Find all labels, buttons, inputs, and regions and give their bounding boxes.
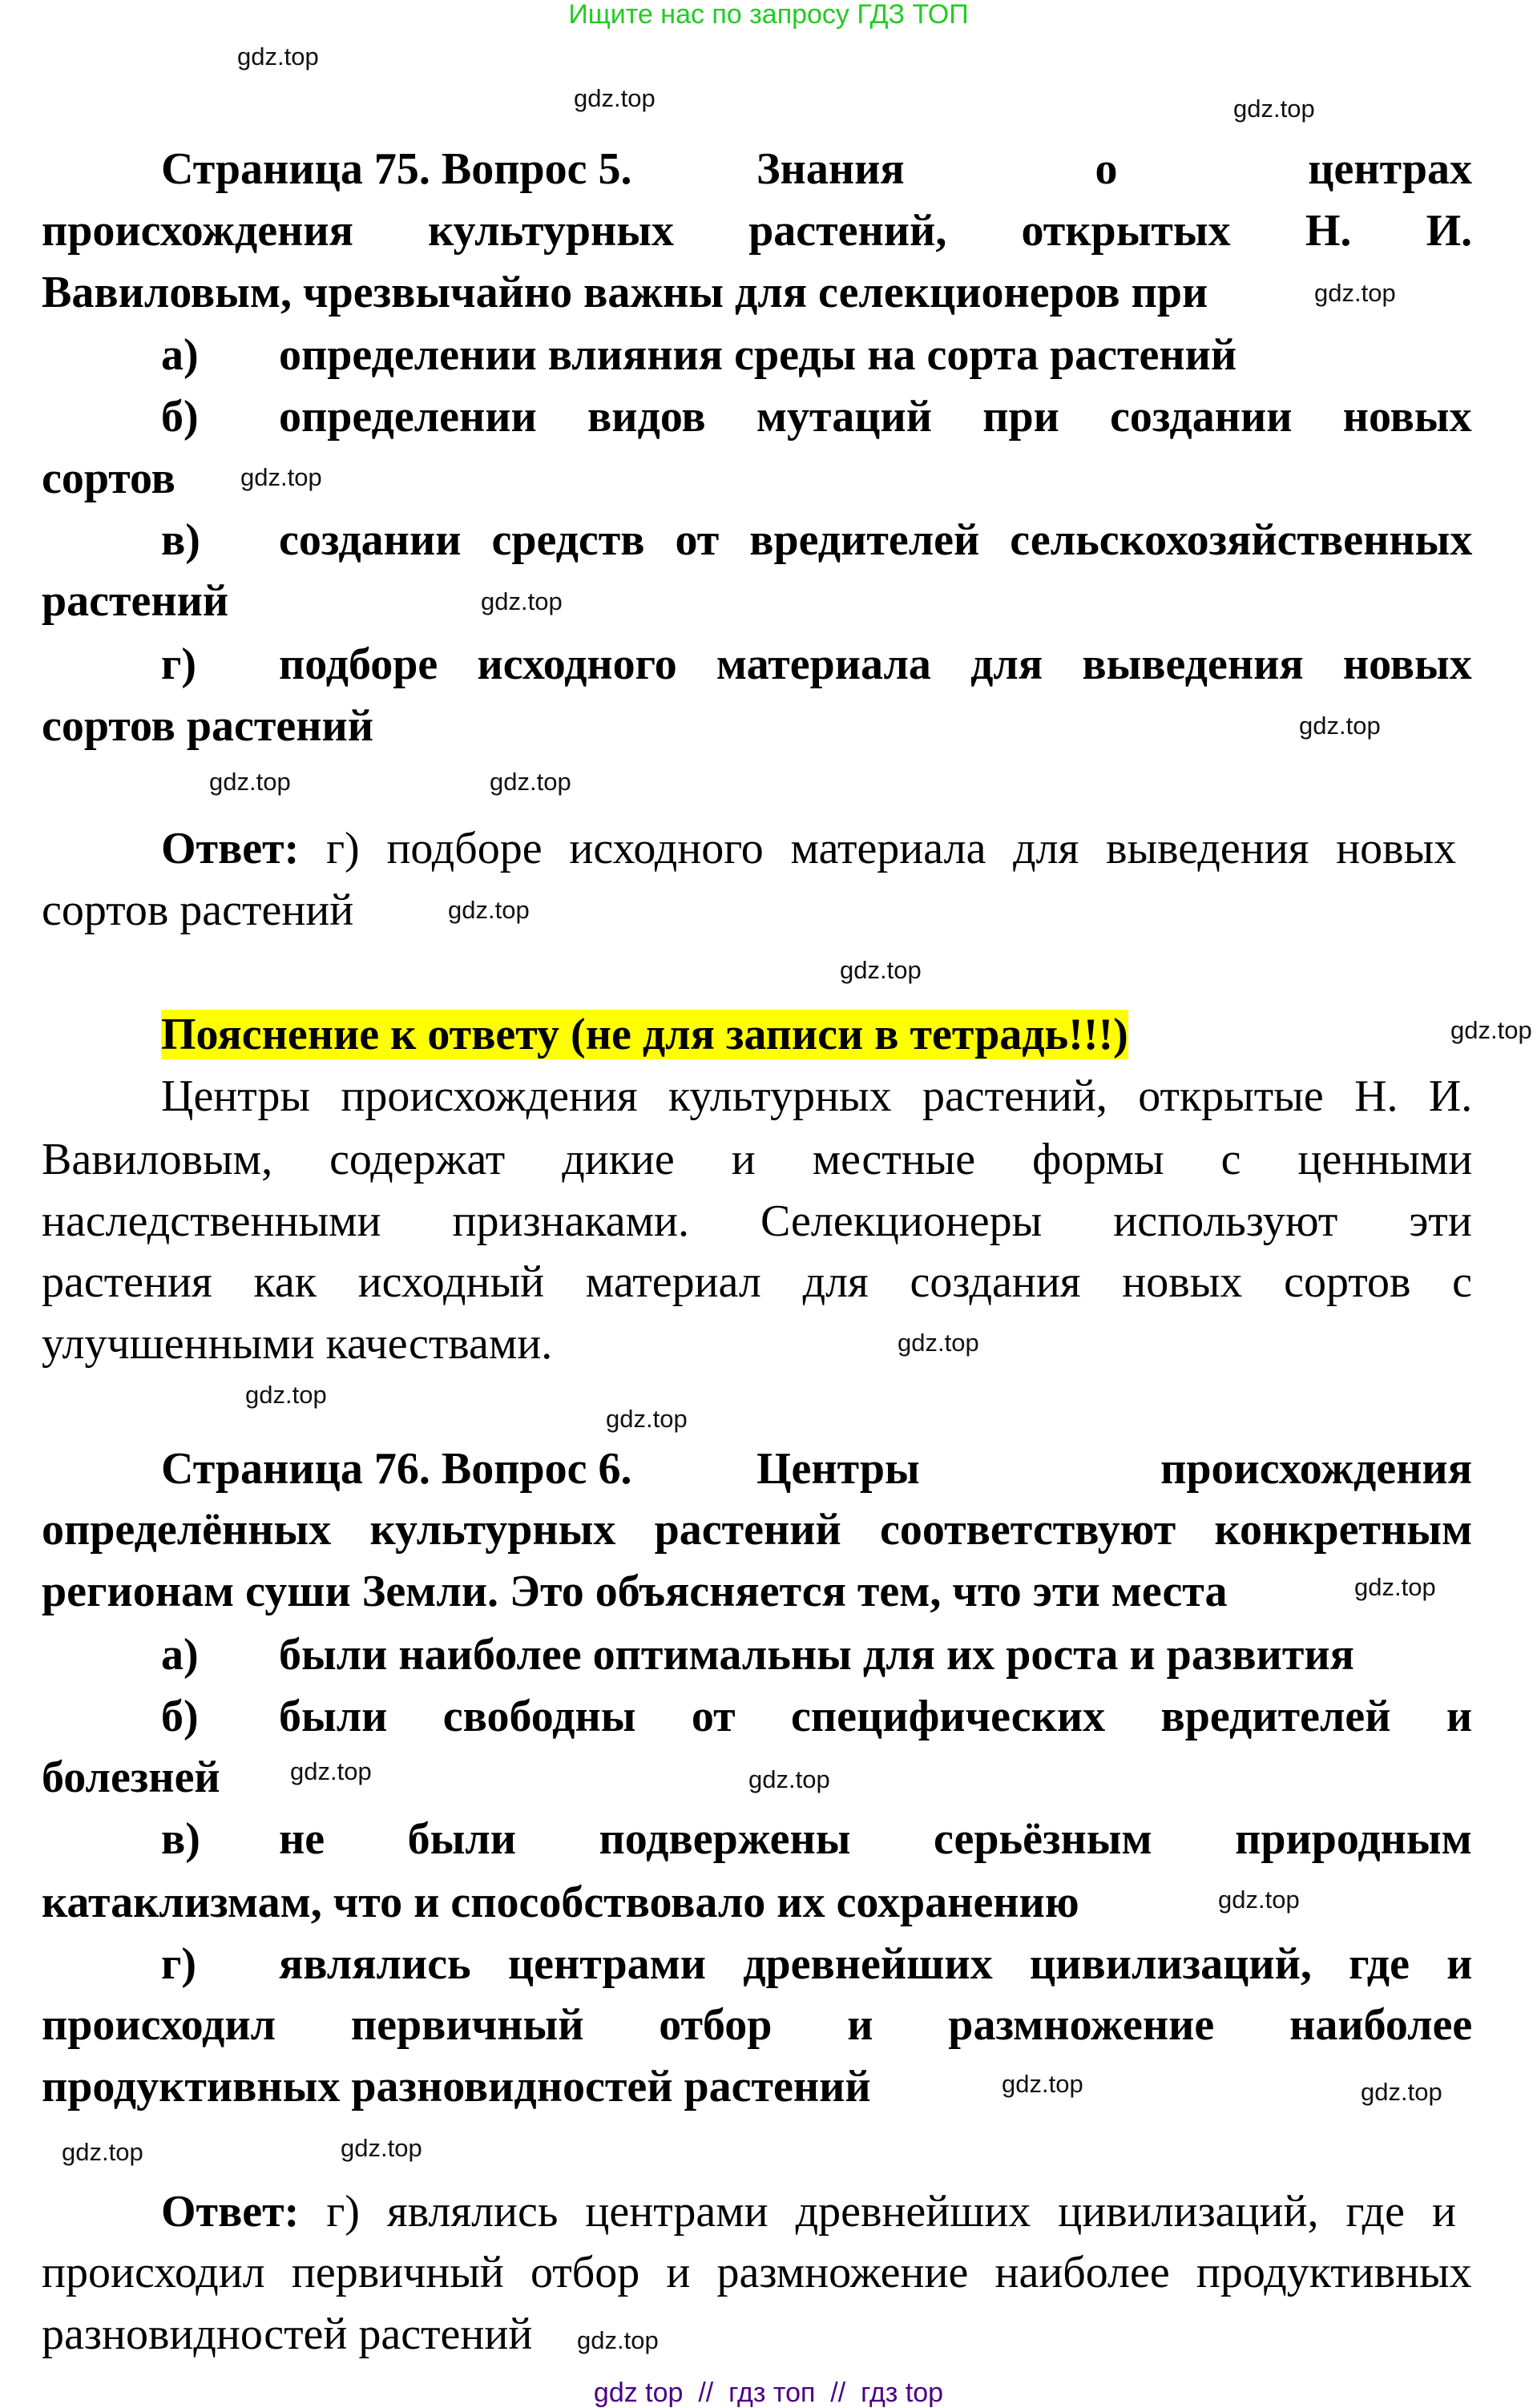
answer-text: г) являлись центрами древнейших цивилизаций, где и: [326, 2187, 1456, 2237]
explanation-line: Центры происхождения культурных растений, открытые Н. И.: [161, 1071, 1473, 1121]
q5-heading-word: о: [1095, 144, 1118, 194]
watermark: gdz.top: [245, 1381, 327, 1409]
q5-option-d-text-cont: сортов растений: [42, 701, 374, 751]
watermark: gdz.top: [574, 84, 656, 112]
q5-option-d-label: г): [161, 639, 197, 689]
search-banner: Ищите нас по запросу ГДЗ ТОП: [568, 0, 969, 30]
q5-heading: [161, 139, 1472, 200]
watermark: gdz.top: [1450, 1016, 1532, 1044]
q6-heading: [161, 1438, 1472, 1500]
q6-option-d-text: являлись центрами древнейших цивилизаций, где и: [279, 1939, 1473, 1989]
q6-heading-word: происхождения: [1160, 1444, 1472, 1494]
q5-option-d-text: подборе исходного материала для выведения новых: [279, 639, 1472, 689]
watermark: gdz.top: [577, 2326, 659, 2354]
watermark: gdz.top: [62, 2138, 143, 2166]
q5-option-c-text-cont: растений: [42, 576, 229, 626]
watermark: gdz.top: [1299, 712, 1381, 740]
q6-page-number: Страница 76. Вопрос 6.: [161, 1444, 632, 1494]
q5-answer: [161, 818, 1472, 880]
watermark: gdz.top: [490, 768, 571, 796]
q6-option-b-label: б): [161, 1692, 199, 1741]
q5-option-b-text-cont: сортов: [42, 454, 175, 503]
answer-text: г) подборе исходного материала для выведения новых: [326, 824, 1457, 873]
watermark: gdz.top: [840, 956, 922, 984]
watermark: gdz.top: [481, 587, 563, 615]
q6-option-b-text-cont: болезней: [42, 1753, 220, 1802]
q6-answer-cont: происходил первичный отбор и размножение наиболее продуктивных: [42, 2248, 1472, 2297]
watermark: gdz.top: [1218, 1886, 1300, 1914]
q6-option-b-text: были свободны от специфических вредителей и: [279, 1692, 1473, 1741]
q6-option-c-text-cont: катаклизмам, что и способствовало их сохранению: [42, 1878, 1079, 1927]
explanation-line: Вавиловым, содержат дикие и местные формы с ценными: [42, 1135, 1473, 1184]
q6-option-c-label: в): [161, 1814, 200, 1864]
q6-option-a-label: а): [161, 1630, 199, 1680]
q6-question-line: определённых культурных растений соответствуют конкретным: [42, 1505, 1473, 1555]
explanation-heading: Пояснение к ответу (не для записи в тетрадь!!!): [161, 1010, 1128, 1059]
q5-page-number: Страница 75. Вопрос 5.: [161, 144, 632, 194]
q5-option-b-text: определении видов мутаций при создании новых: [279, 392, 1472, 442]
watermark: gdz.top: [606, 1405, 688, 1433]
watermark: gdz.top: [209, 768, 291, 796]
q6-option-d-label: г): [161, 1939, 197, 1989]
q5-question-line: происхождения культурных растений, открытых Н. И.: [42, 206, 1473, 256]
q5-heading-word: центрах: [1308, 144, 1472, 194]
explanation-line: растения как исходный материал для создания новых сортов с: [42, 1257, 1472, 1307]
watermark: gdz.top: [1314, 279, 1396, 307]
q5-answer-cont: сортов растений: [42, 885, 354, 935]
footer-links[interactable]: gdz top // гдз топ // гдз top: [593, 2378, 944, 2408]
q6-option-c-text: не были подвержены серьёзным природным: [279, 1814, 1472, 1864]
watermark: gdz.top: [1002, 2070, 1083, 2098]
q6-question-line: регионам суши Земли. Это объясняется тем, что эти места: [42, 1567, 1228, 1616]
q6-answer-cont: разновидностей растений: [42, 2309, 533, 2359]
q5-option-b-label: б): [161, 392, 199, 442]
q5-option-c-label: в): [161, 515, 200, 565]
watermark: gdz.top: [237, 42, 319, 71]
watermark: gdz.top: [341, 2134, 422, 2162]
watermark: gdz.top: [1361, 2078, 1442, 2106]
q6-heading-word: Центры: [756, 1444, 920, 1494]
answer-label: Ответ:: [161, 824, 300, 873]
q5-option-a-text: определении влияния среды на сорта растений: [279, 330, 1237, 380]
watermark: gdz.top: [1354, 1573, 1436, 1601]
watermark: gdz.top: [240, 463, 322, 491]
explanation-line: наследственными признаками. Селекционеры используют эти: [42, 1196, 1472, 1246]
watermark: gdz.top: [290, 1757, 372, 1785]
q6-option-d-text-cont: продуктивных разновидностей растений: [42, 2062, 871, 2112]
q5-option-a-label: а): [161, 330, 199, 380]
explanation-line: улучшенными качествами.: [42, 1319, 553, 1369]
watermark: gdz.top: [448, 896, 530, 924]
watermark: gdz.top: [1233, 95, 1315, 123]
q5-option-c-text: создании средств от вредителей сельскохозяйственных: [279, 515, 1473, 565]
q6-option-a-text: были наиболее оптимальны для их роста и развития: [279, 1630, 1354, 1680]
q6-answer: [161, 2181, 1472, 2243]
q5-heading-word: Знания: [756, 144, 905, 194]
q6-option-d-text-cont: происходил первичный отбор и размножение наиболее: [42, 2000, 1473, 2050]
watermark: gdz.top: [898, 1329, 979, 1357]
answer-label: Ответ:: [161, 2187, 300, 2237]
watermark: gdz.top: [748, 1765, 830, 1793]
q5-question-line: Вавиловым, чрезвычайно важны для селекционеров при: [42, 268, 1208, 317]
